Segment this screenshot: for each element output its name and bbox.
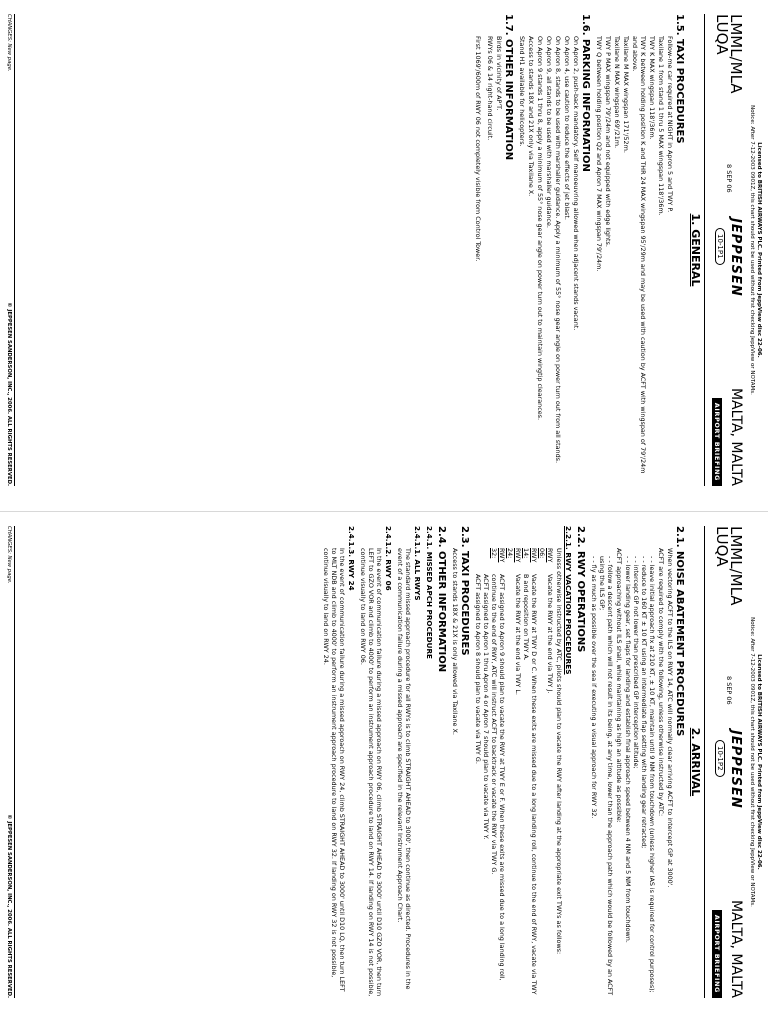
chart-type-label: AIRPORT BRIEFING xyxy=(712,398,722,486)
changes-note: CHANGES: New page. xyxy=(6,14,12,72)
chart-header xyxy=(704,526,746,998)
rwy-06-text: In the event of communication failure during a missed approach on RWY 06, climb STRAIGHT AHEAD to 3000' until D10 GZO VOR, then turn LEFT to GZO VOR and climb to 4000' to perform an instrument approach procedure to land on RWY 14. If landing on RWY 14 is not possible, continue visually to land on RWY 06. xyxy=(359,548,384,997)
rwy-cell: RWY 32: xyxy=(490,548,507,563)
rwy-24-heading: 2.4.1.3. RWY 24 xyxy=(347,526,357,591)
other-line: First 1069'/600m of RWY 06 not completely visible from Control Tower. xyxy=(474,36,483,262)
taxi-line: TWY P MAX wingspan 79'/24m and not equipped with edge lights. xyxy=(604,36,613,247)
icao-code: LMML/MLA xyxy=(727,14,746,94)
parking-line: On Apron 4, use caution to reduce the effects of jet blast. xyxy=(563,36,572,220)
license-line: Licensed to BRITISH AIRWAYS PLC. Printed from JeppView disc 22-06. xyxy=(756,142,762,358)
noise-item: - - intercept GP not lower than prescribed GP interception altitude; xyxy=(632,556,640,998)
copyright: © JEPPESEN SANDERSON, INC., 2006. ALL RIGHTS RESERVED. xyxy=(6,814,12,998)
rwy-text-cell: Vacate the RWY at the end via TWY J. xyxy=(546,574,555,694)
parking-line: On Apron 2, push-back mandatory. Self manoeuvring allowed when adjacent stands vacant. xyxy=(572,36,581,331)
rwy-text-cell: ACFT assigned to Apron 9 should plan to vacate the RWY at TWY E or F. When these exits are missed due to a long landing roll, continue to the end of RWY, ATC will instruct ACFT to backtrack or vacate the RWY via TWY G. xyxy=(490,574,507,981)
noise-line: ACFT approaching without ILS shall, while maintaining as high an altitude as possible: xyxy=(615,548,624,823)
noise-line: When vectoring ACFT to the ILS on RWY 14, ATC will normally clear arriving ACFT to intercept GP at 3000'. xyxy=(666,548,675,888)
parking-line: Stand H1 available for helicopters. xyxy=(518,36,527,147)
icao-code: LMML/MLA xyxy=(727,526,746,606)
noise-item: - - leave initial approach fix at 210 KT, ± 10 KT, maintain until 9 NM from touchdown (unless higher IAS is required for control purposes); xyxy=(648,556,656,998)
chart-index: 10-1P2 xyxy=(715,740,725,777)
table-row xyxy=(522,548,538,998)
rwy-06-heading: 2.4.1.2. RWY 06 xyxy=(384,526,394,591)
chart-date: 8 SEP 06 xyxy=(725,676,734,705)
table-row xyxy=(506,548,522,998)
rwy-text-cell: Vacate the RWY at TWY D or C. When these exits are missed due to a long landing roll, continue to the end of RWY, vacate via TWY B and reposition on TWY A. xyxy=(522,574,539,995)
taxi-line: TWY Q between holding position Q2 and Apron 7 MAX wingspan 79'/24m. xyxy=(595,36,604,272)
taxi-line: TWY K between holding position K and THR 24 MAX wingspan 95'/29m and may be used with caution by ACFT with wingspan of 79'/24m and above. xyxy=(631,36,648,474)
rwy-tail-line: ACFT assigned to Apron 8 should plan to vacate via TWY G. xyxy=(474,574,483,764)
rwy-cell: RWY 14: xyxy=(522,548,539,563)
other-line: RWYs 06 & 14 right-hand circuit. xyxy=(486,36,495,141)
noise-item: - - follow a descent path which will not result in its being, at any time, lower than the approach path which would be followed by an ACFT using the ILS GP; xyxy=(598,556,614,998)
rwy-text-cell: Vacate the RWY at the end via TWY L. xyxy=(514,574,523,695)
section-title: 2. ARRIVAL xyxy=(689,727,703,797)
rwy-vacation-table xyxy=(490,548,554,998)
rwy-intro: Unless otherwise instructed by ATC, pilots should plan to vacate the RWY after landing at the appropriate exit TWYs as follows: xyxy=(555,548,564,955)
city-name: MALTA, MALTA xyxy=(728,899,745,998)
chart-header xyxy=(704,14,746,486)
parking-line: Access to stands 18X and 21X only via Taxilane X. xyxy=(527,36,536,197)
chart-index: 10-1P1 xyxy=(715,228,725,265)
noise-item: - - fly as much as possible over the sea if executing a visual approach for RWY 32. xyxy=(590,556,598,998)
noise-item: - - lower landing gear, set flaps for landing and establish final approach speed between 4 NM and 5 NM from touchdown. xyxy=(624,556,632,998)
city-name: MALTA, MALTA xyxy=(728,387,745,486)
chart-body xyxy=(474,14,686,486)
taxi-procedures-heading: 1.5. TAXI PROCEDURES xyxy=(674,14,686,144)
airport-identifier xyxy=(713,526,746,606)
airport-identifier xyxy=(713,14,746,94)
rwy-24-text: In the event of communication failure during a missed approach on RWY 24, climb STRAIGHT AHEAD to 3000' until D10 LQ, then turn LEFT to MLT NDB and climb to 4000' to perform an instrument approach procedure to land on RWY 32. If landing on RWY 32 is not possible, continue visually to land on RWY 24. xyxy=(322,548,347,992)
jeppesen-logo: JEPPESEN xyxy=(728,218,744,297)
parking-information-heading: 1.6. PARKING INFORMATION xyxy=(580,14,592,172)
all-rwys-heading: 2.4.1.1. ALL RWYS xyxy=(413,526,423,601)
license-notice xyxy=(747,526,762,998)
rwy-cell: RWY 24: xyxy=(506,548,523,563)
rwy-operations-heading: 2.2. RWY OPERATIONS xyxy=(575,526,587,653)
taxi-line: Taxilane N MAX wingspan 69'/21m. xyxy=(613,36,622,149)
airport-name: LUQA xyxy=(713,14,732,55)
chart-footer xyxy=(6,14,15,486)
parking-line: On Apron 8, stands to be used with marshaller guidance. Apply a minimum of 55° nose gear angle on power turn out from all stands. xyxy=(554,36,563,463)
noise-abatement-heading: 2.1. NOISE ABATEMENT PROCEDURES xyxy=(674,526,686,737)
taxi-line: Follow-me car required at NIGHT in Apron 5 and TWY P. xyxy=(666,36,675,213)
taxi-line: Taxilane M MAX wingspan 171'/52m. xyxy=(622,36,631,153)
rwy-cell: RWY 06: xyxy=(538,548,555,563)
license-line: Licensed to BRITISH AIRWAYS PLC. Printed from JeppView disc 22-06. xyxy=(756,654,762,870)
other-line: Birds in vicinity of AP'T. xyxy=(495,36,504,111)
notice-line: Notice: After 7-12-2003 0901Z, this chart should not be used without first checking JeppView or NOTAMs. xyxy=(748,105,755,395)
other-information-heading: 1.7. OTHER INFORMATION xyxy=(503,14,515,161)
jeppesen-logo: JEPPESEN xyxy=(728,730,744,809)
chart-sheet-2 xyxy=(0,512,768,1024)
taxi-line: TWY K MAX wingspan 118'/36m. xyxy=(648,36,657,140)
changes-note: CHANGES: New page. xyxy=(6,526,12,584)
noise-list xyxy=(590,556,614,998)
other-information-heading: 2.4. OTHER INFORMATION xyxy=(436,526,448,673)
section-title: 1. GENERAL xyxy=(689,213,703,287)
airport-name: LUQA xyxy=(713,526,732,567)
taxi-line: Taxilane 1 from stand 1 thru 5 MAX wingspan 118'/36m. xyxy=(657,36,666,216)
rwy-vacation-heading: 2.2.1. RWY VACATION PROCEDURES xyxy=(564,526,574,675)
noise-list xyxy=(624,556,656,998)
table-row xyxy=(538,548,554,998)
chart-footer xyxy=(6,526,15,998)
missed-approach-heading: 2.4.1. MISSED APCH PROCEDURE xyxy=(425,526,435,659)
copyright: © JEPPESEN SANDERSON, INC., 2006. ALL RIGHTS RESERVED. xyxy=(6,302,12,486)
missed-approach-text: The standard missed approach procedure for all RWYs is to climb STRAIGHT AHEAD to 3000', then continue as directed. Procedures in the event of a communication failure during a missed approach are specified in the relevant Instrument Approach Chart. xyxy=(396,548,413,990)
table-row xyxy=(490,548,506,998)
chart-page-2 xyxy=(0,512,768,1024)
taxi-line: Access to stands 18X & 21X is only allowed via Taxilane X. xyxy=(451,548,460,735)
taxi-procedures-heading: 2.3. TAXI PROCEDURES xyxy=(459,526,471,656)
chart-date: 8 SEP 06 xyxy=(725,164,734,193)
noise-item: - - reduce to 160 KT ± 10 KT using an intermediate flap setting with landing gear retracted; xyxy=(640,556,648,998)
parking-line: On Apron 9 stands 1 thru 8, apply a minimum of 55° nose gear angle on power turn out to maintain wingtip clearances. xyxy=(536,36,545,421)
notice-line: Notice: After 7-12-2003 0901Z, this chart should not be used without first checking JeppView or NOTAMs. xyxy=(748,617,755,907)
chart-body xyxy=(322,526,686,998)
noise-line: ACFT are required to comply with the following, unless otherwise instructed by ATC: xyxy=(657,548,666,817)
rwy-tail-line: ACFT assigned to Apron 1 thru Apron 4 or Apron 7 should plan to vacate via TWY Y. xyxy=(482,574,491,840)
chart-type-label: AIRPORT BRIEFING xyxy=(712,910,722,998)
parking-line: On Apron 9, all stands to be used with marshaller guidance. xyxy=(545,36,554,228)
license-notice xyxy=(747,14,762,486)
